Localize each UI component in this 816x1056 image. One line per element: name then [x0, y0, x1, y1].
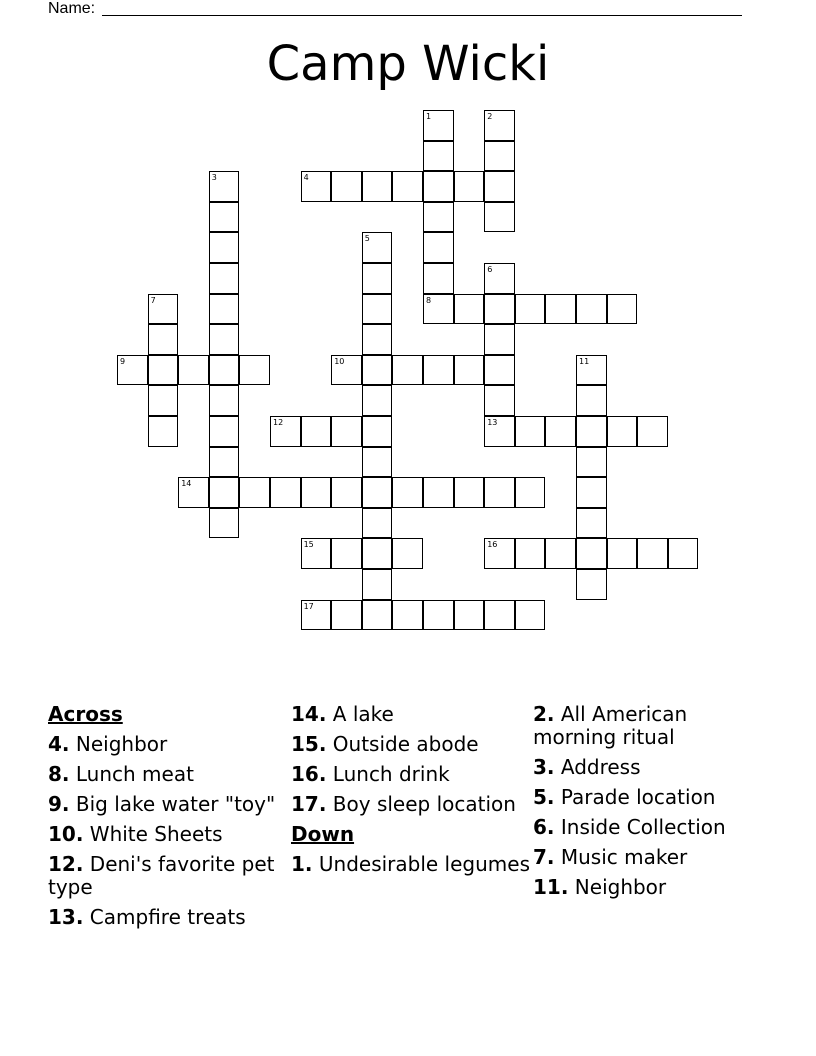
- grid-cell[interactable]: [392, 477, 423, 508]
- cell-number: 10: [334, 356, 345, 366]
- grid-cell[interactable]: [637, 416, 668, 447]
- grid-cell[interactable]: [362, 263, 393, 294]
- cell-number: 17: [303, 601, 314, 611]
- clue-number: 10.: [48, 822, 84, 846]
- grid-cell[interactable]: [362, 569, 393, 600]
- grid-cell[interactable]: [454, 294, 485, 325]
- grid-cell[interactable]: [362, 477, 393, 508]
- clue-number: 3.: [533, 755, 555, 779]
- grid-cell[interactable]: [484, 171, 515, 202]
- cell-number: 4: [303, 173, 309, 183]
- grid-cell[interactable]: [209, 202, 240, 233]
- grid-cell[interactable]: [576, 477, 607, 508]
- grid-cell[interactable]: [331, 171, 362, 202]
- grid-cell[interactable]: [362, 508, 393, 539]
- grid-cell[interactable]: [607, 416, 638, 447]
- grid-cell[interactable]: [515, 538, 546, 569]
- clue-number: 8.: [48, 762, 70, 786]
- cell-number: 14: [181, 479, 192, 489]
- grid-cell[interactable]: [484, 600, 515, 631]
- clue-across-8: [48, 763, 288, 786]
- grid-cell[interactable]: [362, 171, 393, 202]
- grid-cell[interactable]: [362, 385, 393, 416]
- grid-cell[interactable]: [362, 447, 393, 478]
- cell-number: 3: [211, 173, 217, 183]
- grid-cell[interactable]: [576, 385, 607, 416]
- clue-across-10: [48, 823, 288, 846]
- clue-down-5: [533, 786, 773, 809]
- grid-cell[interactable]: [668, 538, 699, 569]
- clue-text: White Sheets: [89, 822, 223, 846]
- grid-cell[interactable]: [423, 263, 454, 294]
- clue-across-17: [291, 793, 531, 816]
- clue-text: Campfire treats: [89, 905, 246, 929]
- grid-cell[interactable]: [484, 355, 515, 386]
- grid-cell[interactable]: [178, 355, 209, 386]
- grid-cell[interactable]: [331, 416, 362, 447]
- grid-cell[interactable]: [454, 477, 485, 508]
- cell-number: 13: [487, 418, 498, 427]
- grid-cell[interactable]: [576, 447, 607, 478]
- grid-cell[interactable]: [301, 600, 332, 631]
- grid-cell[interactable]: [423, 171, 454, 202]
- grid-cell[interactable]: [423, 355, 454, 386]
- cell-number: 9: [120, 356, 126, 366]
- grid-cell[interactable]: [576, 538, 607, 569]
- grid-cell[interactable]: [484, 294, 515, 325]
- clue-text: All American morning ritual: [533, 702, 688, 749]
- grid-cell[interactable]: [331, 355, 362, 386]
- clue-number: 17.: [291, 792, 327, 816]
- clue-across-13: [48, 906, 288, 929]
- cell-number: 6: [487, 265, 493, 274]
- cell-number: 11: [579, 356, 590, 366]
- grid-cell[interactable]: [178, 477, 209, 508]
- grid-cell[interactable]: [209, 385, 240, 416]
- grid-cell[interactable]: [484, 416, 515, 447]
- clue-across-4: [48, 733, 288, 756]
- clue-number: 5.: [533, 785, 555, 809]
- grid-cell[interactable]: [148, 416, 179, 447]
- grid-cell[interactable]: [423, 232, 454, 263]
- across-heading: Across: [48, 702, 123, 726]
- grid-cell[interactable]: [362, 355, 393, 386]
- clue-text: Parade location: [560, 785, 716, 809]
- grid-cell[interactable]: [209, 508, 240, 539]
- grid-cell[interactable]: [423, 477, 454, 508]
- clue-number: 15.: [291, 732, 327, 756]
- clue-down-11: [533, 876, 773, 899]
- clue-down-1: [291, 853, 531, 876]
- grid-cell[interactable]: [637, 538, 668, 569]
- grid-cell[interactable]: [515, 294, 546, 325]
- clue-text: Lunch meat: [75, 762, 194, 786]
- cell-number: 8: [426, 295, 432, 305]
- grid-cell[interactable]: [392, 355, 423, 386]
- grid-cell[interactable]: [484, 477, 515, 508]
- cell-number: 1: [426, 112, 432, 121]
- clue-number: 2.: [533, 702, 555, 726]
- grid-cell[interactable]: [362, 538, 393, 569]
- clue-number: 1.: [291, 852, 313, 876]
- grid-cell[interactable]: [209, 232, 240, 263]
- grid-cell[interactable]: [484, 538, 515, 569]
- clue-number: 12.: [48, 852, 84, 876]
- grid-cell[interactable]: [270, 416, 301, 447]
- clue-text: Neighbor: [75, 732, 168, 756]
- clue-text: Address: [560, 755, 641, 779]
- grid-cell[interactable]: [148, 294, 179, 325]
- clue-number: 9.: [48, 792, 70, 816]
- grid-cell[interactable]: [576, 416, 607, 447]
- clue-text: Outside abode: [332, 732, 479, 756]
- clue-text: Music maker: [560, 845, 688, 869]
- grid-cell[interactable]: [301, 538, 332, 569]
- grid-cell[interactable]: [362, 294, 393, 325]
- grid-cell[interactable]: [423, 294, 454, 325]
- clue-text: Inside Collection: [560, 815, 726, 839]
- clue-across-12: [48, 853, 288, 899]
- clue-number: 11.: [533, 875, 569, 899]
- down-heading: Down: [291, 822, 355, 846]
- grid-cell[interactable]: [454, 600, 485, 631]
- grid-cell[interactable]: [454, 171, 485, 202]
- clue-across-9: [48, 793, 288, 816]
- puzzle-title: Camp Wicki: [266, 36, 550, 92]
- grid-cell[interactable]: [545, 538, 576, 569]
- clues-column-3: [533, 703, 773, 906]
- grid-cell[interactable]: [362, 232, 393, 263]
- grid-cell[interactable]: [209, 416, 240, 447]
- grid-cell[interactable]: [209, 171, 240, 202]
- clue-across-14: [291, 703, 531, 726]
- grid-cell[interactable]: [484, 202, 515, 233]
- grid-cell[interactable]: [515, 600, 546, 631]
- grid-cell[interactable]: [301, 171, 332, 202]
- grid-cell[interactable]: [545, 416, 576, 447]
- grid-cell[interactable]: [607, 538, 638, 569]
- grid-cell[interactable]: [148, 355, 179, 386]
- clue-text: Boy sleep location: [332, 792, 516, 816]
- grid-cell[interactable]: [576, 508, 607, 539]
- grid-cell[interactable]: [545, 294, 576, 325]
- grid-cell[interactable]: [331, 538, 362, 569]
- grid-cell[interactable]: [607, 294, 638, 325]
- clue-number: 13.: [48, 905, 84, 929]
- grid-cell[interactable]: [576, 569, 607, 600]
- cell-number: 5: [364, 234, 370, 244]
- grid-cell[interactable]: [576, 355, 607, 386]
- clue-text: Undesirable legumes: [318, 852, 530, 876]
- grid-cell[interactable]: [148, 385, 179, 416]
- grid-cell[interactable]: [209, 447, 240, 478]
- grid-cell[interactable]: [117, 355, 148, 386]
- clue-number: 14.: [291, 702, 327, 726]
- grid-cell[interactable]: [515, 477, 546, 508]
- clue-text: Neighbor: [574, 875, 667, 899]
- grid-cell[interactable]: [362, 324, 393, 355]
- clue-text: Big lake water "toy": [75, 792, 276, 816]
- clue-number: 4.: [48, 732, 70, 756]
- clue-text: Deni's favorite pet type: [48, 852, 275, 899]
- grid-cell[interactable]: [423, 110, 454, 141]
- grid-cell[interactable]: [423, 600, 454, 631]
- grid-cell[interactable]: [484, 263, 515, 294]
- grid-cell[interactable]: [239, 477, 270, 508]
- grid-cell[interactable]: [331, 600, 362, 631]
- clues-column-2: [291, 703, 531, 883]
- grid-cell[interactable]: [362, 416, 393, 447]
- grid-cell[interactable]: [392, 171, 423, 202]
- clue-down-2: [533, 703, 773, 749]
- grid-cell[interactable]: [392, 538, 423, 569]
- clue-down-6: [533, 816, 773, 839]
- clue-text: Lunch drink: [332, 762, 450, 786]
- grid-cell[interactable]: [423, 202, 454, 233]
- grid-cell[interactable]: [209, 263, 240, 294]
- clue-down-7: [533, 846, 773, 869]
- name-label: Name:: [48, 0, 96, 17]
- grid-cell[interactable]: [148, 324, 179, 355]
- grid-cell[interactable]: [362, 600, 393, 631]
- clue-text: A lake: [332, 702, 394, 726]
- grid-cell[interactable]: [454, 355, 485, 386]
- grid-cell[interactable]: [270, 477, 301, 508]
- grid-cell[interactable]: [576, 294, 607, 325]
- clue-number: 6.: [533, 815, 555, 839]
- clue-number: 16.: [291, 762, 327, 786]
- grid-cell[interactable]: [209, 324, 240, 355]
- clue-across-15: [291, 733, 531, 756]
- grid-cell[interactable]: [209, 355, 240, 386]
- grid-cell[interactable]: [515, 416, 546, 447]
- clues-column-1: [48, 703, 288, 936]
- grid-cell[interactable]: [392, 600, 423, 631]
- grid-cell[interactable]: [209, 477, 240, 508]
- grid-cell[interactable]: [209, 294, 240, 325]
- grid-cell[interactable]: [423, 141, 454, 172]
- grid-cell[interactable]: [301, 416, 332, 447]
- cell-number: 15: [303, 540, 314, 550]
- grid-cell[interactable]: [484, 324, 515, 355]
- grid-cell[interactable]: [484, 385, 515, 416]
- grid-cell[interactable]: [484, 141, 515, 172]
- cell-number: 12: [273, 418, 284, 427]
- clue-down-3: [533, 756, 773, 779]
- cell-number: 2: [487, 112, 493, 121]
- grid-cell[interactable]: [331, 477, 362, 508]
- grid-cell[interactable]: [239, 355, 270, 386]
- cell-number: 16: [487, 540, 498, 550]
- grid-cell[interactable]: [301, 477, 332, 508]
- clue-across-16: [291, 763, 531, 786]
- grid-cell[interactable]: [484, 110, 515, 141]
- cell-number: 7: [150, 295, 156, 305]
- clue-number: 7.: [533, 845, 555, 869]
